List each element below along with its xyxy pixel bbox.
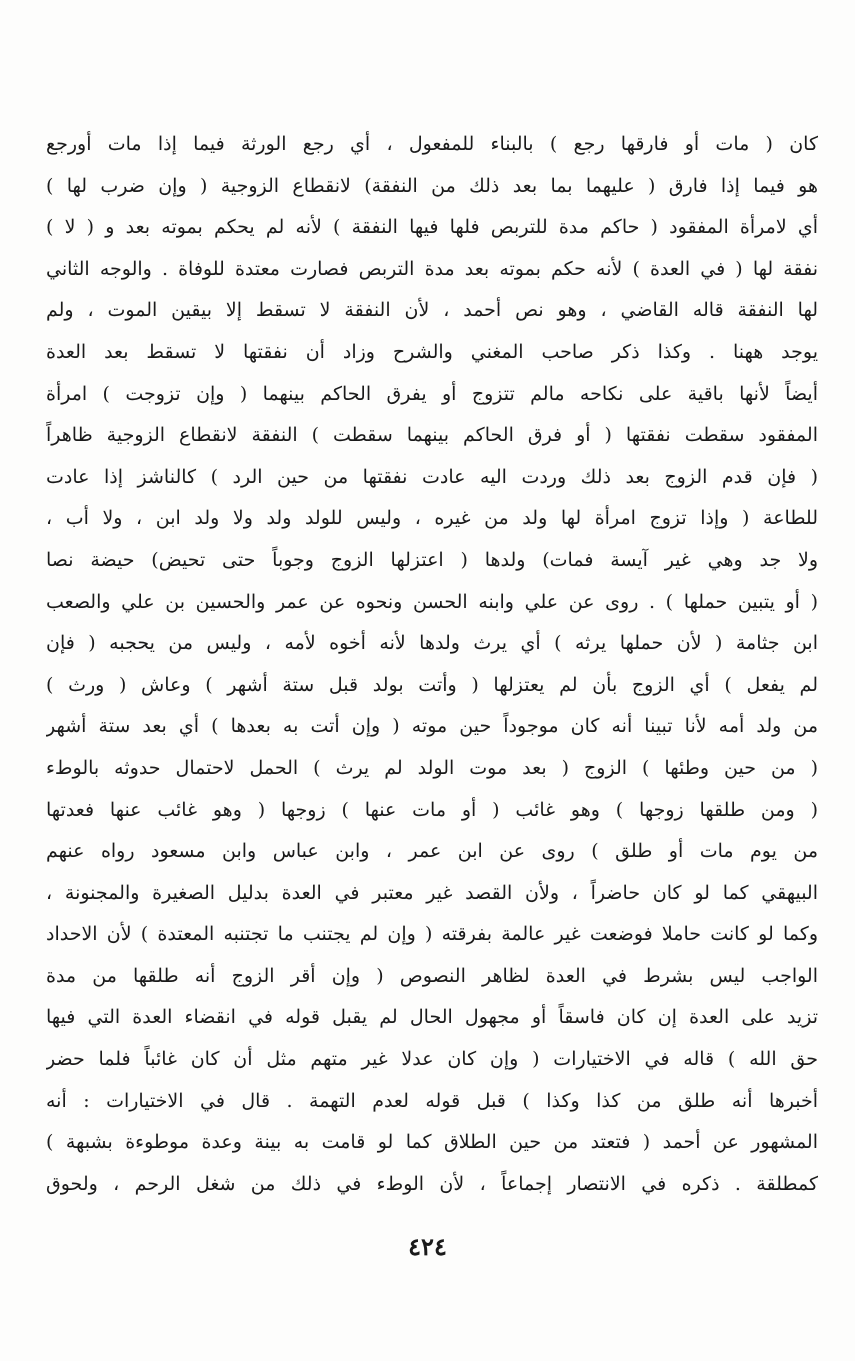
text-line: الواجب ليس بشرط في العدة لظاهر النصوص ( وإن أقر الزوج أنه طلقها من مدة: [46, 964, 818, 987]
text-line: المفقود سقطت نفقتها ( أو فرق الحاكم بينهما سقطت ) النفقة لانقطاع الزوجية ظاهراً: [46, 424, 818, 447]
text-line: أخبرها أنه طلق من كذا وكذا ) قبل قوله لعدم التهمة . قال في الاختيارات : أنه: [46, 1089, 818, 1112]
text-line: وكما لو كانت حاملا فوضعت غير عالمة بفرقته ( وإن لم يجتنب ما تجتنبه المعتدة ) لأن الاحداد: [46, 923, 818, 946]
text-line: حق الله ) قاله في الاختيارات ( وإن كان عدلا غير متهم مثل أن كان غائباً فلما حضر: [46, 1048, 818, 1071]
text-line: المشهور عن أحمد ( فتعتد من حين الطلاق كما لو قامت به بينة وعدة موطوءة بشبهة ): [46, 1131, 818, 1154]
text-line: للطاعة ( وإذا تزوج امرأة لها ولد من غيره ، وليس للولد ولد ولا ولد ابن ، ولا أب ،: [46, 507, 818, 530]
text-line: لم يفعل ) أي الزوج بأن لم يعتزلها ( وأتت بولد قبل ستة أشهر ) وعاش ( ورث ): [46, 673, 818, 696]
text-line: يوجد ههنا . وكذا ذكر صاحب المغني والشرح وزاد أن نفقتها لا تسقط بعد العدة: [46, 340, 818, 363]
text-line: نفقة لها ( في العدة ) لأنه حكم بموته بعد مدة التربص فصارت معتدة للوفاة . والوجه الثاني: [46, 257, 818, 280]
text-line: تزيد على العدة إن كان فاسقاً أو مجهول الحال لم يقبل قوله في انقضاء العدة التي فيها: [46, 1006, 818, 1029]
text-line: كمطلقة . ذكره في الانتصار إجماعاً ، لأن الوطء في ذلك من شغل الرحم ، ولحوق: [46, 1172, 818, 1195]
text-line: من ولد أمه لأنا تبينا أنه كان موجوداً حين موته ( وإن أتت به بعدها ) أي بعد ستة أشهر: [46, 715, 818, 738]
text-line: أيضاً لأنها باقية على نكاحه مالم تتزوج أو يفرق الحاكم بينهما ( وإن تزوجت ) امرأة: [46, 382, 818, 405]
text-line: كان ( مات أو فارقها رجع ) بالبناء للمفعول ، أي رجع الورثة فيما إذا مات أورجع: [46, 133, 818, 155]
text-line: ولا جد وهي غير آيسة فمات) ولدها ( اعتزلها الزوج وجوباً حتى تحيض) حيضة نصا: [46, 548, 818, 571]
text-line: البيهقي كما لو كان حاضراً ، ولأن القصد غير معتبر في العدة بدليل الصغيرة والمجنونة ،: [46, 881, 818, 904]
text-line: ( من حين وطئها ) الزوج ( بعد موت الولد لم يرث ) الحمل لاحتمال حدوثه بالوطء: [46, 756, 818, 779]
text-line: ( فإن قدم الزوج بعد ذلك وردت اليه عادت نفقتها من حين الرد ) كالناشز إذا عادت: [46, 465, 818, 488]
text-line: من يوم مات أو طلق ) روى عن ابن عمر ، وابن عباس وابن مسعود رواه عنهم: [46, 840, 818, 863]
text-line: ( ومن طلقها زوجها ) وهو غائب ( أو مات عنها ) زوجها ( وهو غائب عنها فعدتها: [46, 798, 818, 821]
body-text: [46, 124, 818, 1205]
text-line: ابن جثامة ( لأن حملها يرثه ) أي يرث ولدها لأنه أخوه لأمه ، وليس من يحجبه ( فإن: [46, 632, 818, 655]
page-number: ٤٢٤: [408, 1232, 447, 1261]
text-line: ( أو يتبين حملها ) . روى عن علي وابنه الحسن ونحوه عن عمر والحسين بن علي والصعب: [46, 590, 818, 613]
text-line: هو فيما إذا فارق ( عليهما بما بعد ذلك من النفقة) لانقطاع الزوجية ( وإن ضرب لها ): [46, 174, 818, 197]
text-line: أي لامرأة المفقود ( حاكم مدة للتربص فلها فيها النفقة ) لأنه لم يحكم بموته بعد و ( لا ): [46, 216, 818, 239]
text-line: لها النفقة قاله القاضي ، وهو نص أحمد ، لأن النفقة لا تسقط إلا بيقين الموت ، ولم: [46, 299, 818, 322]
